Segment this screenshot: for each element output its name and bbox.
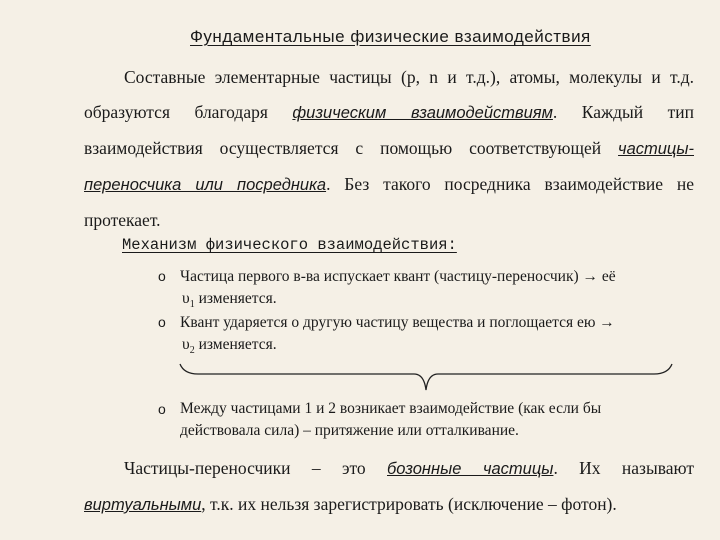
bullet-line-rest: изменяется.	[194, 336, 277, 353]
curly-brace-icon	[178, 360, 674, 396]
carriers-text-2: . Их называют	[553, 458, 694, 478]
bullet-item	[180, 266, 680, 316]
intro-text-1: Составные элементарные частицы (p, n и т.д.), атомы, молекулы и т.д. образуются благодаря	[84, 67, 694, 122]
velocity-subscript: 2	[189, 345, 195, 357]
term-virtual: виртуальными	[84, 496, 202, 514]
velocity-symbol: υ	[182, 290, 190, 307]
bullet-line-rest: изменяется.	[194, 290, 277, 307]
bullet-marker: o	[158, 314, 166, 330]
intro-text-2: . Каждый тип взаимодействия осуществляется с помощью соответствующей	[84, 102, 694, 158]
bullet-marker: o	[158, 401, 166, 417]
carriers-paragraph	[84, 451, 694, 523]
bullet-item: Между частицами 1 и 2 возникает взаимодействие (как если бы действовала сила) – притяжение или отталкивание.	[180, 400, 602, 439]
mechanism-heading: Механизм физического взаимодействия:	[122, 236, 457, 254]
velocity-subscript: 1	[189, 299, 195, 311]
bullet-item	[180, 312, 680, 362]
term-carrier-particle: частицы-переносчика или посредника	[84, 140, 694, 194]
bullet-marker: o	[158, 268, 166, 284]
term-boson-particles: бозонные частицы	[387, 460, 554, 478]
bullet-line: Квант ударяется о другую частицу вещества и поглощается ею →	[180, 314, 615, 331]
carriers-text-3: , т.к. их нельзя зарегистрировать (исключение – фотон).	[201, 494, 617, 514]
term-physical-interactions: физическим взаимодействиям	[292, 104, 553, 122]
slide-title: Фундаментальные физические взаимодействия	[190, 27, 591, 46]
intro-paragraph	[84, 60, 694, 238]
intro-text-3: . Без такого посредника взаимодействие не протекает.	[84, 174, 694, 230]
velocity-symbol: υ	[182, 336, 190, 353]
carriers-text-1: Частицы-переносчики – это	[124, 458, 387, 478]
bullet-line: Частица первого в-ва испускает квант (частицу-переносчик) → её	[180, 268, 616, 285]
